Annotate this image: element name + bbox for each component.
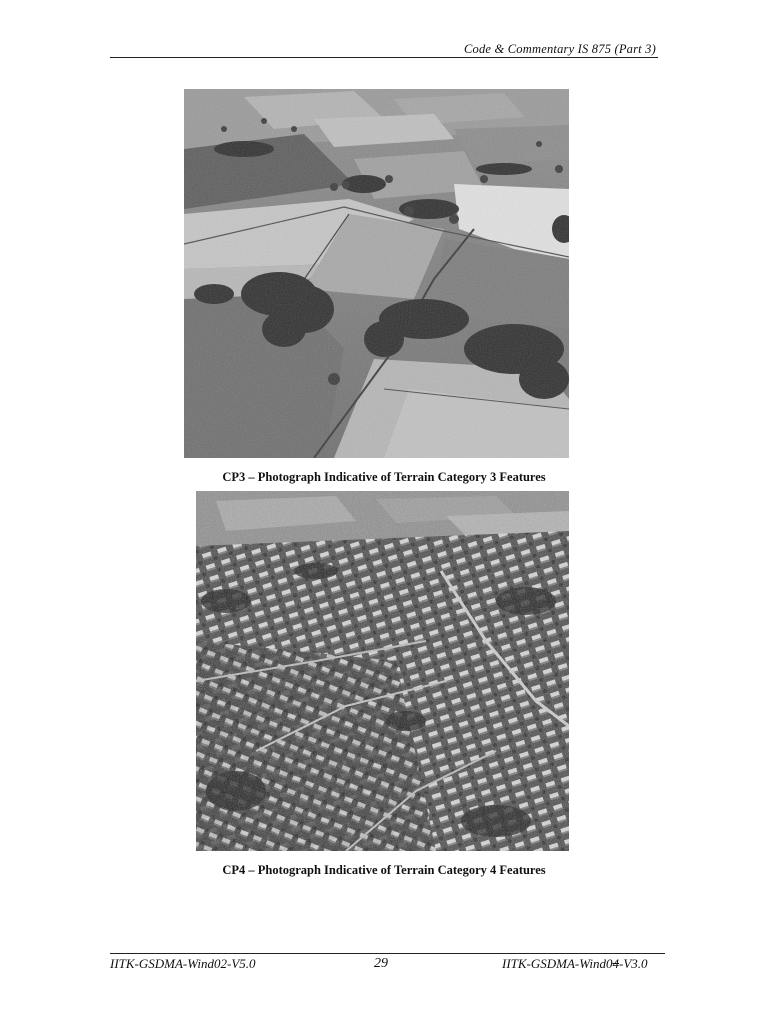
footer-right-suffix: -V3.0 — [619, 956, 648, 971]
caption-cp3: CP3 – Photograph Indicative of Terrain Category 3 Features — [222, 470, 546, 484]
footer-document-id-left: IITK-GSDMA-Wind02-V5.0 — [110, 956, 256, 971]
footer-right-struck-digit: 4 — [612, 956, 619, 971]
photo-terrain-category-4 — [196, 491, 569, 851]
running-header: Code & Commentary IS 875 (Part 3) — [464, 42, 656, 56]
aerial-rural-fields-image — [184, 89, 569, 458]
caption-cp4: CP4 – Photograph Indicative of Terrain Category 4 Features — [222, 863, 546, 877]
photo-terrain-category-3 — [184, 89, 569, 458]
footer-document-id-right — [502, 956, 648, 972]
header-rule — [110, 57, 658, 58]
footer-right-prefix: IITK-GSDMA-Wind0 — [502, 956, 613, 971]
page-number: 29 — [374, 956, 388, 971]
aerial-suburban-housing-image — [196, 491, 569, 851]
footer-rule — [110, 953, 665, 954]
